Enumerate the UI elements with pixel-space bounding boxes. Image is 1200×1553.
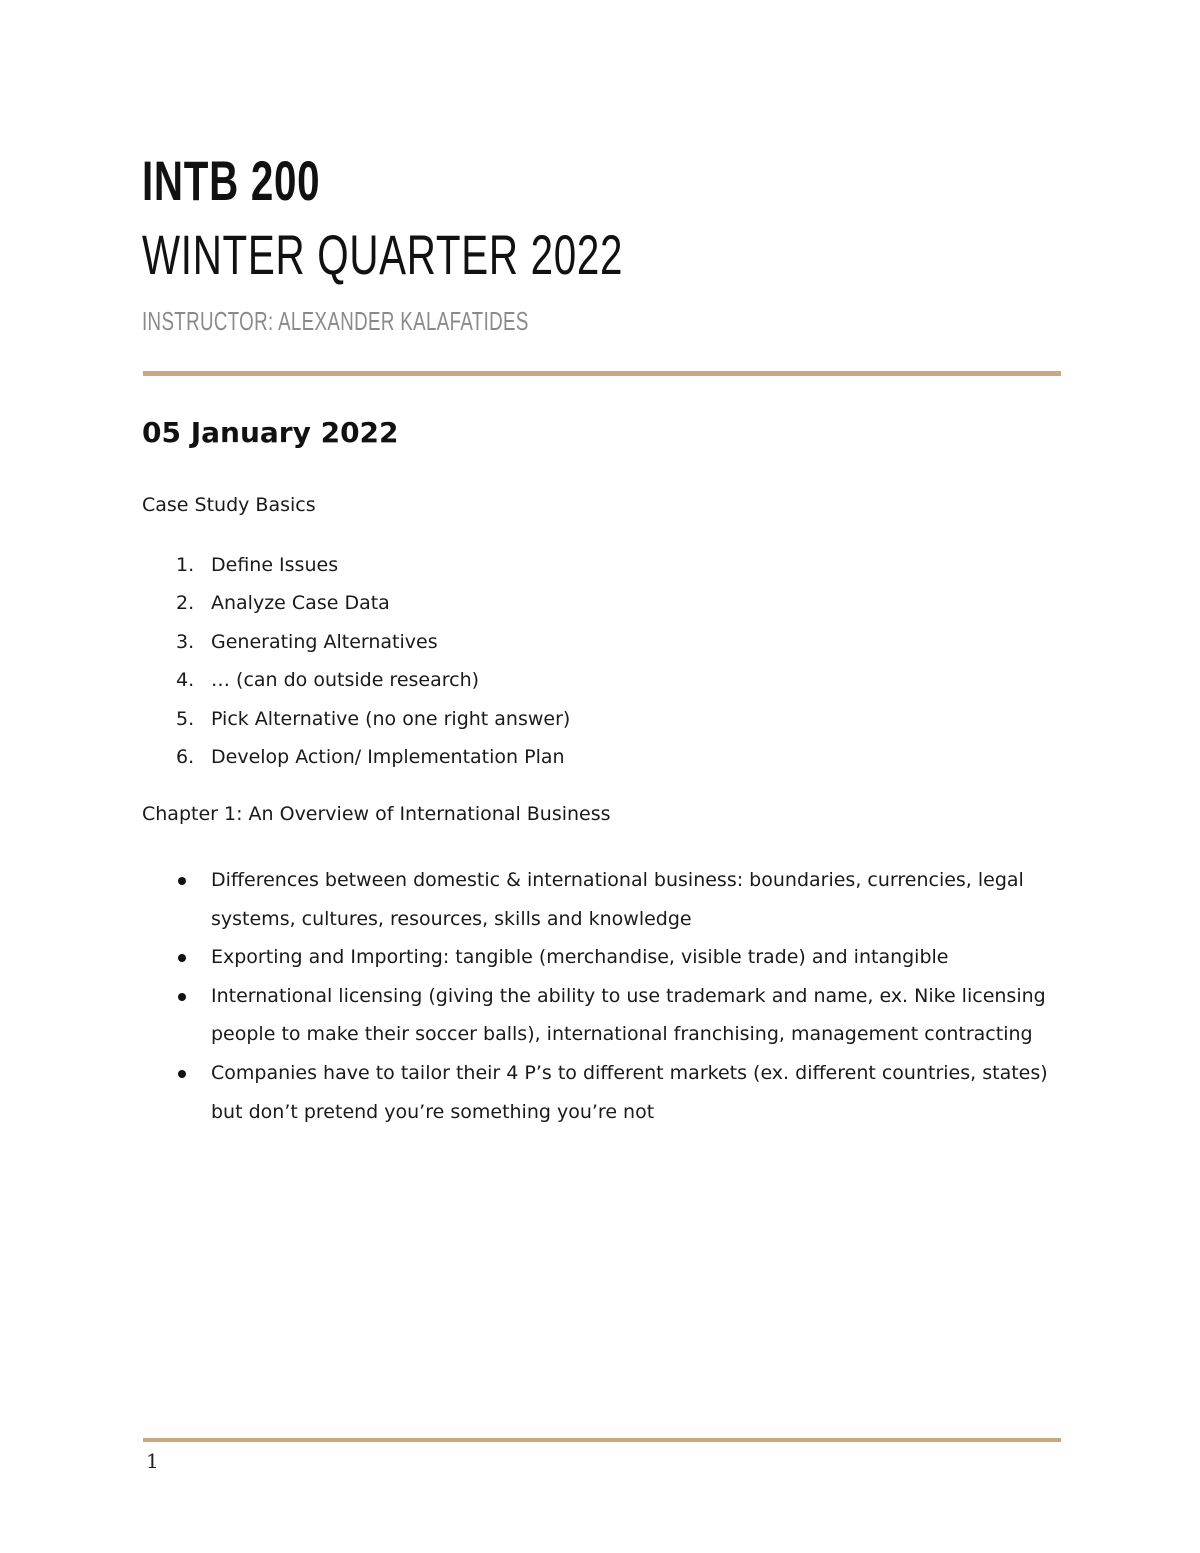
list-number: 5. xyxy=(176,707,195,730)
list-text: Develop Action/ Implementation Plan xyxy=(211,745,565,768)
course-code-title: INTB 200 xyxy=(142,149,321,212)
bullet-text: Exporting and Importing: tangible (merchandise, visible trade) and intangible xyxy=(211,946,949,969)
term-title: WINTER QUARTER 2022 xyxy=(142,223,624,286)
bullet-text: Companies have to tailor their 4 P’s to different markets (ex. different countries, states) but don’t pretend you’re something you’re not xyxy=(211,1061,1048,1123)
bullet-icon xyxy=(178,1070,186,1078)
list-number: 3. xyxy=(176,630,195,653)
list-number: 1. xyxy=(176,554,195,576)
list-text: Pick Alternative (no one right answer) xyxy=(211,707,571,730)
bullet-item xyxy=(142,938,1062,977)
list-number: 4. xyxy=(176,669,195,692)
bullet-icon xyxy=(178,877,186,885)
bullet-item xyxy=(142,1054,1062,1131)
list-text: Define Issues xyxy=(211,554,339,576)
bullet-icon xyxy=(178,954,186,962)
list-text: … (can do outside research) xyxy=(211,669,480,692)
date-heading: 05 January 2022 xyxy=(142,416,399,449)
bullet-item xyxy=(142,861,1062,938)
bullet-item xyxy=(142,977,1062,1054)
page-number: 1 xyxy=(146,1449,159,1473)
list-text: Analyze Case Data xyxy=(211,592,390,615)
list-number: 6. xyxy=(176,745,195,768)
list-text: Generating Alternatives xyxy=(211,630,438,653)
bullet-icon xyxy=(178,993,186,1001)
header-divider xyxy=(143,371,1061,376)
instructor-subtitle: INSTRUCTOR: ALEXANDER KALAFATIDES xyxy=(142,306,529,336)
case-study-heading: Case Study Basics xyxy=(142,494,316,516)
list-number: 2. xyxy=(176,592,195,615)
chapter-points-list xyxy=(142,861,1062,1131)
bullet-text: Differences between domestic & international business: boundaries, currencies, legal systems, cultures, resources, skills and knowledge xyxy=(211,869,1024,930)
chapter-heading: Chapter 1: An Overview of International Business xyxy=(142,803,611,825)
footer-divider xyxy=(143,1438,1061,1442)
bullet-text: International licensing (giving the ability to use trademark and name, ex. Nike licensing people to make their soccer balls), international franchising, management contracting xyxy=(211,984,1046,1046)
